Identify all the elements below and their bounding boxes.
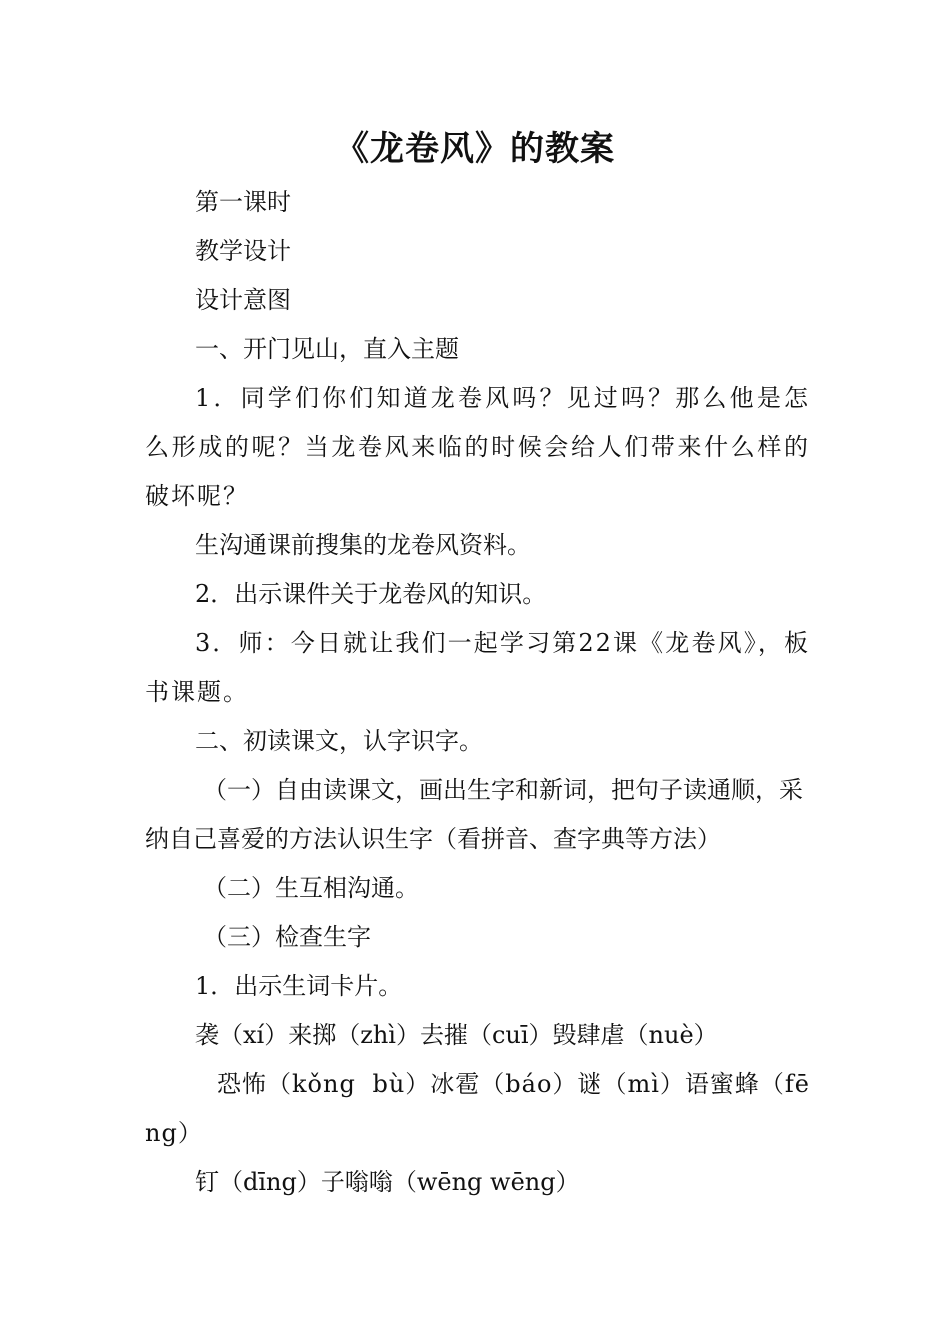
paragraph-courseware: 2．出示课件关于龙卷风的知识。 <box>195 580 547 608</box>
paragraph-lesson-period: 第一课时 <box>195 188 291 216</box>
paragraph-question-intro: 1．同学们你们知道龙卷风吗？见过吗？那么他是怎么形成的呢？当龙卷风来临的时候会给人们带来什么样的破坏呢？ <box>145 384 810 510</box>
paragraph-vocab-line-1: 袭（xí）来掷（zhì）去摧（cuī）毁肆虐（nuè） <box>195 1021 718 1049</box>
paragraph-free-reading: （一）自由读课文，画出生字和新词，把句子读通顺，采纳自己喜爱的方法认识生字（看拼音、查字典等方法） <box>145 776 803 853</box>
paragraph-teacher-intro: 3．师：今日就让我们一起学习第22课《龙卷风》，板书课题。 <box>145 629 810 706</box>
paragraph-section-one-heading: 一、开门见山，直入主题 <box>195 335 459 363</box>
paragraph-word-cards: 1．出示生词卡片。 <box>195 972 403 1000</box>
paragraph-student-sharing: 生沟通课前搜集的龙卷风资料。 <box>195 531 531 559</box>
document-body <box>145 178 810 1207</box>
document-title: 《龙卷风》的教案 <box>335 129 615 169</box>
paragraph-vocab-line-3: 钉（dīng）子嗡嗡（wēng wēng） <box>195 1168 580 1196</box>
paragraph-vocab-line-2: 恐怖（kǒng bù）冰雹（báo）谜（mì）语蜜蜂（fēng） <box>145 1070 810 1147</box>
paragraph-teaching-design: 教学设计 <box>195 237 291 265</box>
paragraph-mutual-communication: （二）生互相沟通。 <box>203 874 419 902</box>
paragraph-check-characters: （三）检查生字 <box>203 923 371 951</box>
paragraph-section-two-heading: 二、初读课文，认字识字。 <box>195 727 483 755</box>
paragraph-design-intent: 设计意图 <box>195 286 291 314</box>
